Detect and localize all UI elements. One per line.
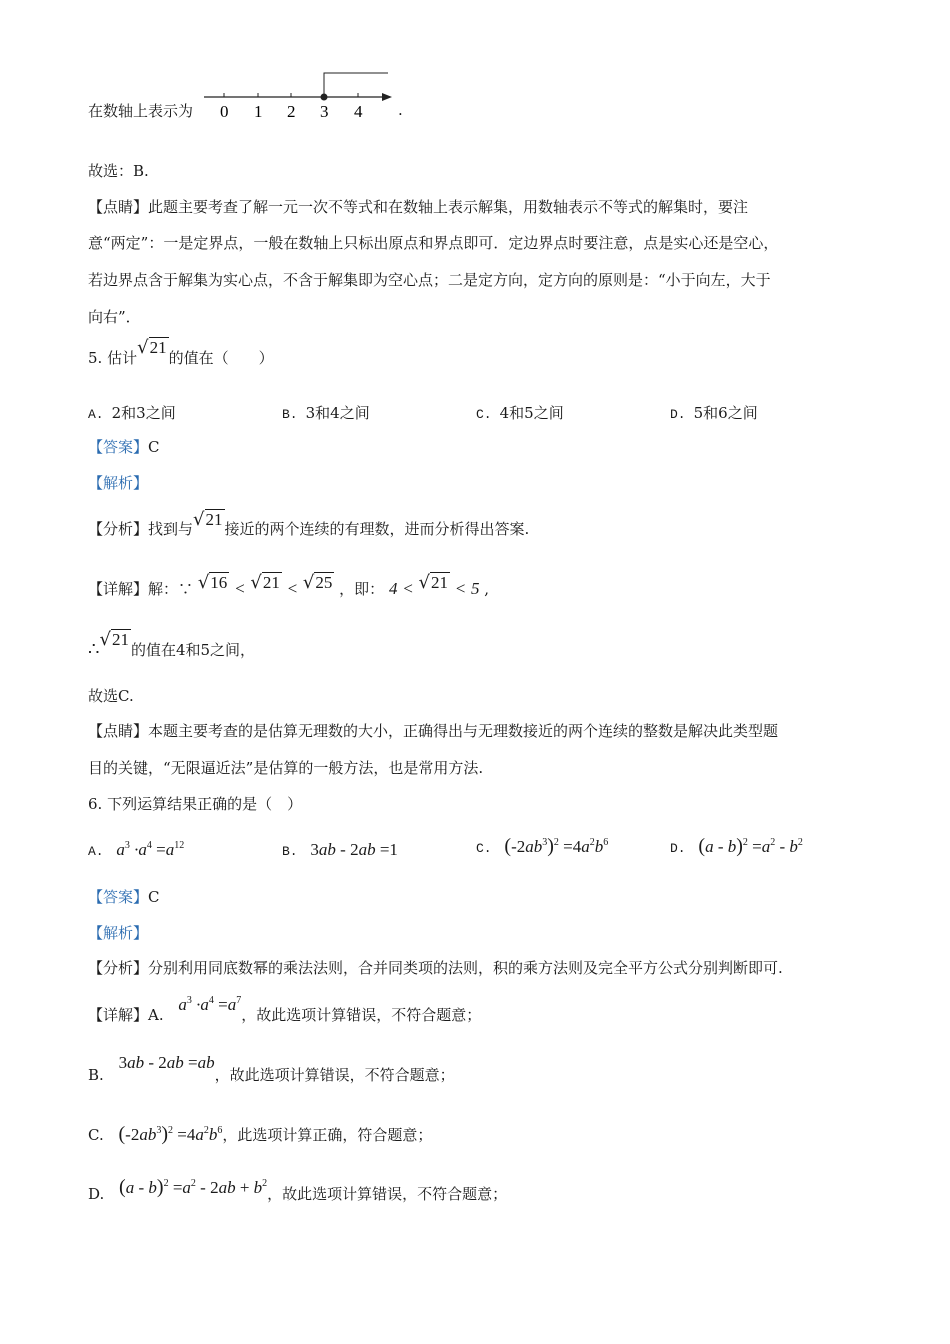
- q5-stem: 5. 估计√21的值在（ ）: [88, 337, 274, 367]
- sqrt-21: √21: [418, 572, 448, 593]
- q6-option-b[interactable]: B. 3ab - 2ab =1: [282, 840, 398, 859]
- q5-option-d[interactable]: D. 5和6之间: [670, 404, 758, 422]
- q5-dianjing-line-1: 【点睛】本题主要考查的是估算无理数的大小，正确得出与无理数接近的两个连续的整数是解决此类型题: [88, 722, 779, 740]
- sqrt-21: √21: [193, 509, 223, 530]
- q5-option-c[interactable]: C. 4和5之间: [476, 404, 564, 422]
- q6-detail-a: 【详解】A. $a^3 \cdot a^4 =a^7$，故此选项计算错误，不符合题意；: [88, 995, 482, 1024]
- q6-detail-b: B. 3ab - 2ab =ab，故此选项计算错误，不符合题意；: [88, 1053, 455, 1084]
- number-line: [202, 66, 402, 126]
- q6-answer: 【答案】C: [88, 888, 160, 906]
- q4-dianjing-line-4: 向右”．: [88, 308, 141, 326]
- numberline-suffix: .: [398, 101, 403, 119]
- solid-point-3: [321, 94, 328, 101]
- numberline-prefix: 在数轴上表示为: [88, 102, 194, 120]
- q5-dianjing-line-2: 目的关键，“无限逼近法”是估算的一般方法，也是常用方法.: [88, 759, 484, 777]
- numberline-row: [88, 101, 193, 121]
- q6-option-c[interactable]: C. $(-2ab^3)^2 =4a^2b^6$: [476, 835, 609, 857]
- q6-option-a[interactable]: A. $a^3 \cdot a^4 =a^{12}$: [88, 840, 185, 859]
- sqrt-21: √21: [250, 572, 280, 593]
- q4-dianjing-line-1: 【点睛】此题主要考查了解一元一次不等式和在数轴上表示解集，用数轴表示不等式的解集时，要注: [88, 198, 749, 216]
- answer-tag: 【答案】: [88, 438, 149, 456]
- q5-fenxi: 【分析】找到与√21 接近的两个连续的有理数，进而分析得出答案.: [88, 509, 530, 538]
- q4-dianjing-line-3: 若边界点含于解集为实心点，不含于解集即为空心点；二是定方向，定方向的原则是：“小于向左，大于: [88, 271, 771, 289]
- tick-label-1: 1: [254, 102, 263, 121]
- q5-option-a[interactable]: A. 2和3之间: [88, 404, 176, 422]
- q5-xiangjie: 【详解】解：∵ √16 < √21 < √25 ，即： 4 < √21 < 5 ,: [88, 572, 490, 598]
- dianjing-tag: 【点睛】: [88, 198, 149, 216]
- sqrt-25: √25: [302, 572, 333, 593]
- q6-stem: 6. 下列运算结果正确的是（ ）: [88, 795, 303, 813]
- q6-detail-c: C. $(-2ab^3)^2 =4a^2b^6$，此选项计算正确，符合题意；: [88, 1123, 433, 1145]
- sqrt-21: √21: [137, 337, 167, 358]
- solution-ray: [324, 73, 388, 97]
- q5-answer: 【答案】C: [88, 438, 160, 456]
- q4-choose: 故选：B.: [88, 162, 149, 180]
- q5-jiexi-tag: 【解析】: [88, 474, 149, 492]
- q6-option-d[interactable]: D. $(a - b)^2 =a^2 - b^2$: [670, 835, 803, 857]
- q5-therefore: ∴√21的值在4和5之间，: [88, 629, 256, 660]
- q6-fenxi: 【分析】分别利用同底数幂的乘法法则，合并同类项的法则，积的乘方法则及完全平方公式分别判断即可.: [88, 959, 783, 977]
- q6-jiexi-tag: 【解析】: [88, 924, 149, 942]
- tick-label-4: 4: [354, 102, 363, 121]
- sqrt-16: √16: [197, 572, 228, 593]
- tick-label-0: 0: [220, 102, 229, 121]
- q4-dianjing-line-2: 意“两定”：一是定界点，一般在数轴上只标出原点和界点即可．定边界点时要注意，点是实心还是空心，: [88, 234, 779, 252]
- q5-option-b[interactable]: B. 3和4之间: [282, 404, 370, 422]
- q6-detail-d: D. $(a - b)^2 =a^2 - 2ab + b^2$，故此选项计算错误，不符合题意；: [88, 1176, 508, 1203]
- tick-label-2: 2: [287, 102, 296, 121]
- sqrt-21: √21: [99, 629, 129, 650]
- q5-choose: 故选C.: [88, 687, 134, 705]
- number-line-arrow: [382, 93, 392, 101]
- tick-label-3: 3: [320, 102, 329, 121]
